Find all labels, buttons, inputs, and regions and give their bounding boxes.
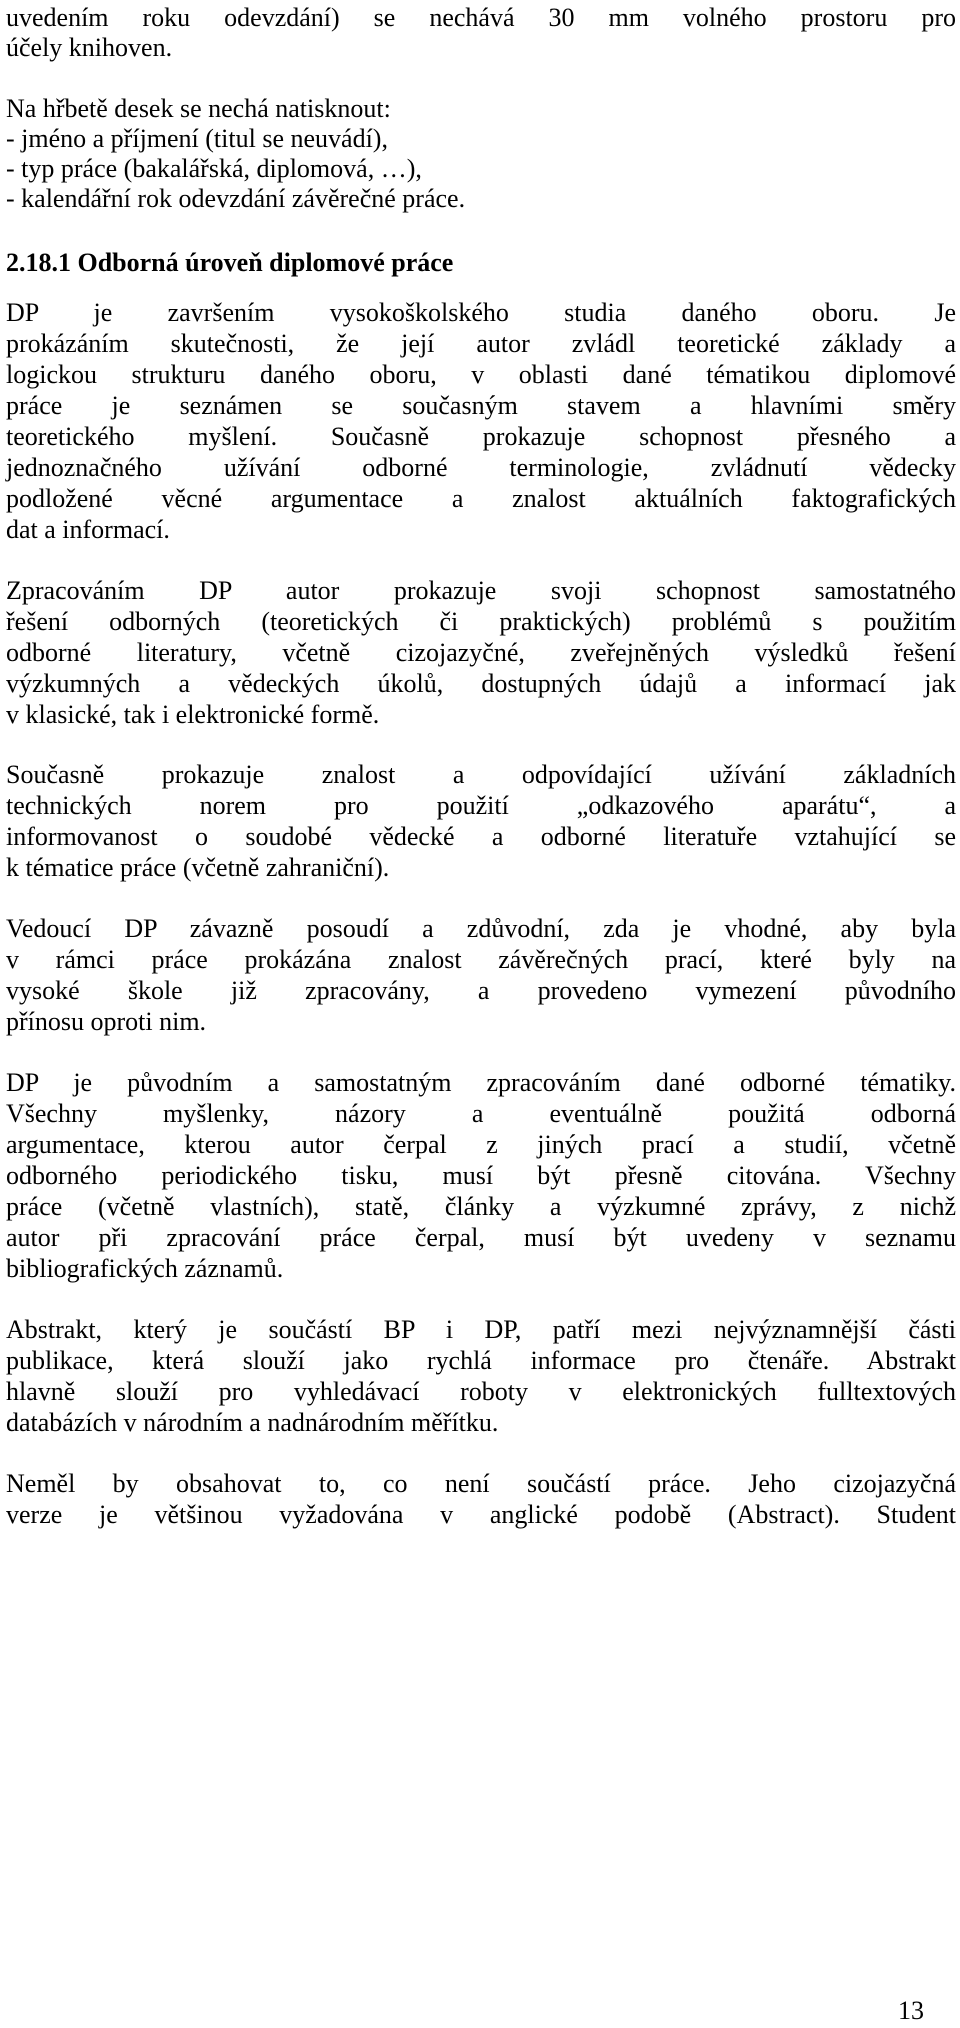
paragraph-line: k tématice práce (včetně zahraniční). [6,853,390,882]
intro-line: účely knihoven. [6,33,173,62]
page-number: 13 [898,1996,924,2025]
list-item: - typ práce (bakalářská, diplomová, …), [6,154,422,183]
paragraph-line: Všechny myšlenky, názory a eventuálně použitá odborná [6,1099,956,1128]
paragraph-line: prokázáním skutečnosti, že její autor zvládl teoretické základy a [6,329,956,358]
paragraph-line: hlavně slouží pro vyhledávací roboty v elektronických fulltextových [6,1377,956,1406]
paragraph-line: DP je završením vysokoškolského studia daného oboru. Je [6,298,956,327]
paragraph-line: vysoké škole již zpracovány, a provedeno vymezení původního [6,976,956,1005]
paragraph-line: odborné literatury, včetně cizojazyčné, zveřejněných výsledků řešení [6,638,956,667]
section-heading: 2.18.1 Odborná úroveň diplomové práce [6,248,454,277]
paragraph-line: přínosu oproti nim. [6,1007,207,1036]
paragraph-line: publikace, která slouží jako rychlá informace pro čtenáře. Abstrakt [6,1346,956,1375]
paragraph-line: Vedoucí DP závazně posoudí a zdůvodní, zda je vhodné, aby byla [6,914,956,943]
paragraph-line: logickou strukturu daného oboru, v oblasti dané tématikou diplomové [6,360,956,389]
paragraph-line: podložené věcné argumentace a znalost aktuálních faktografických [6,484,956,513]
paragraph-line: Abstrakt, který je součástí BP i DP, patří mezi nejvýznamnější části [6,1315,956,1344]
list-item: - jméno a příjmení (titul se neuvádí), [6,124,388,153]
paragraph-line: databázích v národním a nadnárodním měřítku. [6,1408,499,1437]
paragraph-line: výzkumných a vědeckých úkolů, dostupných údajů a informací jak [6,669,956,698]
paragraph-line: informovanost o soudobé vědecké a odborné literatuře vztahující se [6,822,956,851]
paragraph-line: argumentace, kterou autor čerpal z jiných prací a studií, včetně [6,1130,956,1159]
paragraph-line: jednoznačného užívání odborné terminologie, zvládnutí vědecky [6,453,956,482]
intro-line: Na hřbetě desek se nechá natisknout: [6,94,391,123]
paragraph-line: Zpracováním DP autor prokazuje svoji schopnost samostatného [6,576,956,605]
paragraph-line: v rámci práce prokázána znalost závěrečných prací, které byly na [6,945,956,974]
paragraph-line: Neměl by obsahovat to, co není součástí práce. Jeho cizojazyčná [6,1469,956,1498]
paragraph-line: v klasické, tak i elektronické formě. [6,700,380,729]
paragraph-line: dat a informací. [6,515,170,544]
paragraph-line: práce (včetně vlastních), statě, články a výzkumné zprávy, z nichž [6,1192,956,1221]
paragraph-line: technických norem pro použití „odkazového aparátu“, a [6,791,956,820]
paragraph-line: verze je většinou vyžadována v anglické podobě (Abstract). Student [6,1500,956,1529]
paragraph-line: teoretického myšlení. Současně prokazuje schopnost přesného a [6,422,956,451]
paragraph-line: bibliografických záznamů. [6,1254,284,1283]
paragraph-line: DP je původním a samostatným zpracováním dané odborné tématiky. [6,1068,956,1097]
paragraph-line: Současně prokazuje znalost a odpovídající užívání základních [6,760,956,789]
intro-line: uvedením roku odevzdání) se nechává 30 mm volného prostoru pro [6,3,956,32]
paragraph-line: autor při zpracování práce čerpal, musí být uvedeny v seznamu [6,1223,956,1252]
paragraph-line: práce je seznámen se současným stavem a hlavními směry [6,391,956,420]
list-item: - kalendářní rok odevzdání závěrečné práce. [6,184,466,213]
paragraph-line: odborného periodického tisku, musí být přesně citována. Všechny [6,1161,956,1190]
paragraph-line: řešení odborných (teoretických či praktických) problémů s použitím [6,607,956,636]
